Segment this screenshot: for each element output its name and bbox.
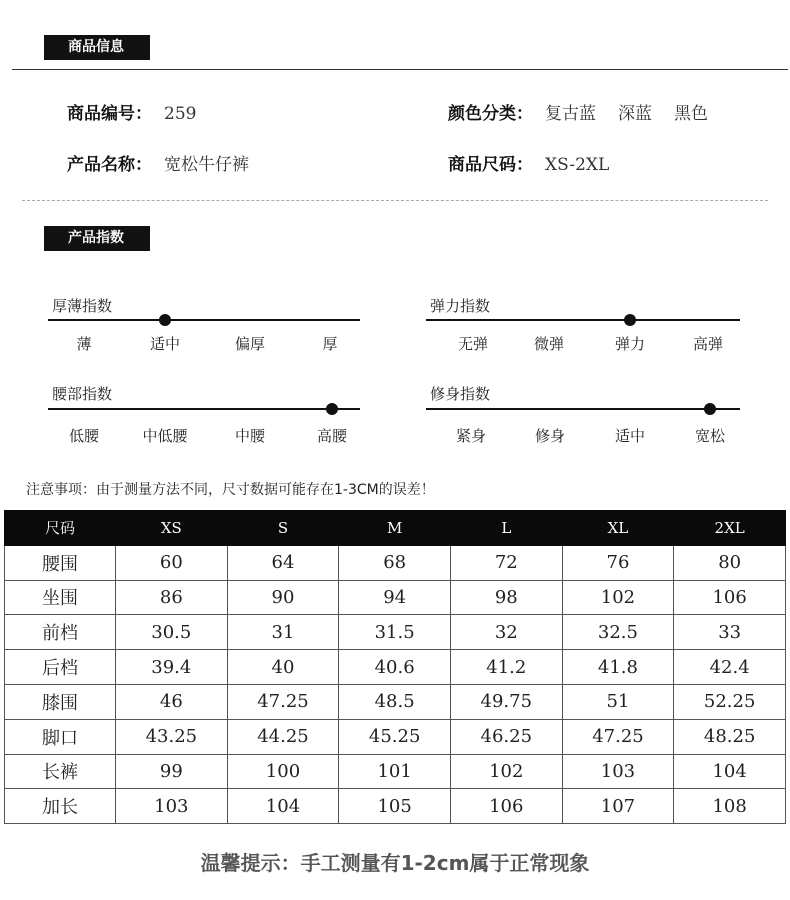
table-cell: 33 <box>674 615 786 650</box>
product-code-label: 商品编号： <box>67 104 152 124</box>
index-option: 微弹 <box>533 335 564 353</box>
index-option: 宽松 <box>694 427 725 445</box>
table-cell: 108 <box>674 789 786 824</box>
size-range-label: 商品尺码： <box>448 155 533 175</box>
table-cell: 104 <box>674 754 786 789</box>
table-cell: 90 <box>227 580 339 615</box>
index-option: 中低腰 <box>142 427 188 445</box>
row-label-cell: 长裤 <box>5 754 116 789</box>
index-marker-dot <box>624 314 636 326</box>
measurement-tip: 温馨提示：手工测量有1-2cm属于正常现象 <box>200 851 590 875</box>
table-cell: 68 <box>339 545 451 580</box>
header-cell: 2XL <box>674 511 786 546</box>
index-marker-dot <box>326 403 338 415</box>
index-marker-dot <box>704 403 716 415</box>
table-cell: 47.25 <box>227 684 339 719</box>
product-name-row <box>67 150 249 175</box>
row-label-cell: 膝围 <box>5 684 116 719</box>
row-label-cell: 加长 <box>5 789 116 824</box>
table-cell: 39.4 <box>116 650 228 685</box>
size-range-value: XS-2XL <box>545 155 610 175</box>
table-cell: 102 <box>450 754 562 789</box>
size-range-row <box>448 150 609 175</box>
index-option: 修身 <box>534 427 565 445</box>
table-cell: 103 <box>562 754 674 789</box>
table-row <box>5 580 786 615</box>
section-tag-product-index: 产品指数 <box>44 226 150 251</box>
index-title: 厚薄指数 <box>52 297 113 315</box>
index-option: 低腰 <box>68 427 99 445</box>
table-cell: 52.25 <box>674 684 786 719</box>
header-cell: S <box>227 511 339 546</box>
divider <box>12 69 788 70</box>
table-cell: 98 <box>450 580 562 615</box>
header-cell: M <box>339 511 451 546</box>
table-cell: 72 <box>450 545 562 580</box>
table-cell: 30.5 <box>116 615 228 650</box>
index-scale-line <box>48 408 360 410</box>
table-row <box>5 719 786 754</box>
index-scale-line <box>426 408 740 410</box>
table-cell: 43.25 <box>116 719 228 754</box>
header-cell: 尺码 <box>5 511 116 546</box>
table-cell: 48.25 <box>674 719 786 754</box>
row-label-cell: 前档 <box>5 615 116 650</box>
product-code-value: 259 <box>164 104 197 124</box>
index-option: 薄 <box>76 335 92 353</box>
row-label-cell: 后档 <box>5 650 116 685</box>
product-name-value: 宽松牛仔裤 <box>164 155 249 175</box>
index-scale-line <box>426 319 740 321</box>
index-option: 无弹 <box>457 335 488 353</box>
table-cell: 107 <box>562 789 674 824</box>
table-cell: 101 <box>339 754 451 789</box>
table-cell: 64 <box>227 545 339 580</box>
index-title: 弹力指数 <box>430 297 491 315</box>
color-option: 深蓝 <box>618 104 652 124</box>
table-cell: 100 <box>227 754 339 789</box>
table-cell: 76 <box>562 545 674 580</box>
index-option: 高弹 <box>692 335 723 353</box>
index-option: 适中 <box>149 335 180 353</box>
dotted-divider <box>22 200 768 201</box>
table-cell: 106 <box>674 580 786 615</box>
table-cell: 44.25 <box>227 719 339 754</box>
table-cell: 41.8 <box>562 650 674 685</box>
index-scale-line <box>48 319 360 321</box>
index-title: 修身指数 <box>430 385 491 403</box>
table-cell: 45.25 <box>339 719 451 754</box>
size-table-header <box>5 511 786 546</box>
product-code-row <box>67 99 196 124</box>
index-option: 紧身 <box>455 427 486 445</box>
table-cell: 80 <box>674 545 786 580</box>
table-cell: 48.5 <box>339 684 451 719</box>
measurement-note: 注意事项：由于测量方法不同，尺寸数据可能存在1-3CM的误差！ <box>26 482 435 498</box>
table-cell: 32.5 <box>562 615 674 650</box>
color-option: 复古蓝 <box>545 104 596 124</box>
table-cell: 105 <box>339 789 451 824</box>
table-cell: 40.6 <box>339 650 451 685</box>
table-cell: 31.5 <box>339 615 451 650</box>
table-row <box>5 650 786 685</box>
color-label: 颜色分类： <box>448 104 533 124</box>
table-cell: 32 <box>450 615 562 650</box>
table-row <box>5 754 786 789</box>
table-cell: 46 <box>116 684 228 719</box>
table-cell: 40 <box>227 650 339 685</box>
table-cell: 99 <box>116 754 228 789</box>
size-table <box>4 510 786 824</box>
table-cell: 103 <box>116 789 228 824</box>
section-tag-product-info: 商品信息 <box>44 35 150 60</box>
table-row <box>5 545 786 580</box>
table-cell: 41.2 <box>450 650 562 685</box>
index-option: 偏厚 <box>234 335 265 353</box>
table-cell: 42.4 <box>674 650 786 685</box>
index-marker-dot <box>159 314 171 326</box>
table-cell: 49.75 <box>450 684 562 719</box>
table-cell: 46.25 <box>450 719 562 754</box>
index-option: 中腰 <box>234 427 265 445</box>
table-cell: 47.25 <box>562 719 674 754</box>
table-cell: 102 <box>562 580 674 615</box>
index-option: 高腰 <box>316 427 347 445</box>
table-row <box>5 684 786 719</box>
product-name-label: 产品名称： <box>67 155 152 175</box>
color-option: 黑色 <box>674 104 708 124</box>
index-option: 弹力 <box>614 335 645 353</box>
header-cell: XS <box>116 511 228 546</box>
color-row <box>448 99 708 124</box>
index-title: 腰部指数 <box>52 385 113 403</box>
table-cell: 94 <box>339 580 451 615</box>
table-cell: 31 <box>227 615 339 650</box>
row-label-cell: 脚口 <box>5 719 116 754</box>
table-row <box>5 615 786 650</box>
index-option: 适中 <box>614 427 645 445</box>
table-cell: 86 <box>116 580 228 615</box>
table-cell: 60 <box>116 545 228 580</box>
table-cell: 51 <box>562 684 674 719</box>
row-label-cell: 腰围 <box>5 545 116 580</box>
header-cell: XL <box>562 511 674 546</box>
table-cell: 104 <box>227 789 339 824</box>
table-cell: 106 <box>450 789 562 824</box>
table-row <box>5 789 786 824</box>
row-label-cell: 坐围 <box>5 580 116 615</box>
index-option: 厚 <box>322 335 338 353</box>
header-cell: L <box>450 511 562 546</box>
